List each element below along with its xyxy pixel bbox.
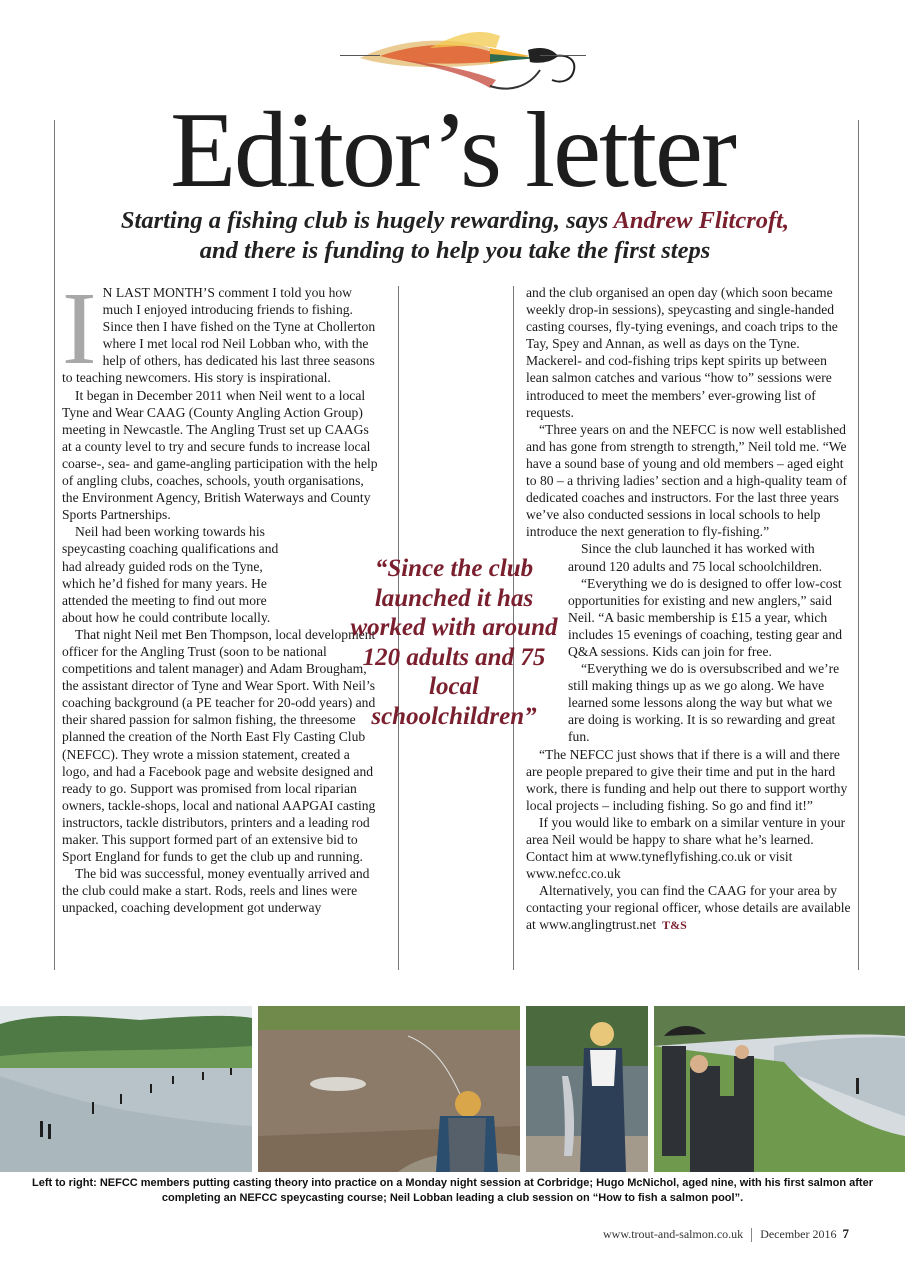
title-rule-left — [340, 55, 380, 56]
frame-rule-right — [858, 120, 859, 970]
paragraph: “Everything we do is designed to offer low-cost opportunities for existing and new anglers,” said Neil. “A basic membership is £15 a year, which includes 15 evenings of coaching, testing gear and Q&A sessions. Kids can join for free. — [568, 575, 843, 659]
standfirst-text: Starting a fishing club is hugely rewarding, says — [120, 207, 614, 234]
standfirst-author: Andrew Flitcroft, — [613, 207, 790, 234]
article-column-1 — [62, 271, 380, 916]
paragraph: That night Neil met Ben Thompson, local development officer for the Angling Trust (soon to be national competitions and talent manager) and Adam Brougham, the assistant director of Tyne and Wear Sport. With Neil’s coaching background (a PE teacher for 20-odd years) and their shared passion for salmon fishing, the threesome planned the creation of the North East Fly Casting Club (NEFCC). They wrote a mission statement, created a logo, and had a Facebook page and website designed and ready to go. Support was promised from local riparian owners, tackle-shops, local and national AAPGAI casting instructors, tackle distributors, printers and a leading rod maker. This support formed part of an extensive bid to Sport England for funds to get the club up and running. — [62, 626, 376, 865]
paragraph: “The NEFCC just shows that if there is a will and there are people prepared to give their time and put in the hard work, there is funding and help out there to support worthy local projects – including fishing. So go and find it!” — [526, 746, 848, 813]
photo-caption: Left to right: NEFCC members putting casting theory into practice on a Monday night session at Corbridge; Hugo McNichol, aged nine, with his first salmon after completing an NEFCC speycasting course; Neil Lobban leading a club session on “How to fish a salmon pool”. — [32, 1177, 873, 1204]
page-footer — [603, 1226, 849, 1242]
paragraph: “Three years on and the NEFCC is now well established and has gone from strength to strength,” Neil told me. “We have a sound base of young and old members – aged eight to 80 – a thriving ladies’ section and a high-quality team of dedicated coaches and instructors. For the last three years we’ve also conducted sessions in local schools to help introduce the next generation to fly-fishing.” — [526, 421, 848, 540]
standfirst — [60, 206, 850, 266]
paragraph: N LAST MONTH’S comment I told you how much I enjoyed introducing friends to fishing. Since then I have fished on the Tyne at Chollerton where I met local rod Neil Lobban who, with the help of others, has dedicated his last three seasons to teaching newcomers. His story is inspirational. — [62, 285, 376, 386]
paragraph — [526, 882, 852, 934]
end-mark: T&S — [662, 918, 687, 933]
paragraph: and the club organised an open day (which soon became weekly drop-in sessions), speycasting and single-handed casting courses, fly-tying evenings, and coach trips to the Tay, Spey and Annan, as well as days on the Tyne. Mackerel- and cod-fishing trips kept spirits up between lean salmon catches and various “how to” sessions were introduced to meet the members’ ever-growing list of requests. — [526, 285, 838, 420]
closing-paragraph-text: Alternatively, you can find the CAAG for your area by contacting your regional officer, whose details are available at www.anglingtrust.net — [526, 883, 851, 933]
photo-river-casting-corbridge — [0, 1006, 252, 1172]
photo-boy-casting — [258, 1006, 520, 1172]
photo-boy-with-salmon — [526, 1006, 648, 1172]
salmon-fly-illustration — [340, 18, 590, 98]
standfirst-text-2: and there is funding to help you take the first steps — [199, 237, 711, 264]
footer-url[interactable]: www.trout-and-salmon.co.uk — [602, 1227, 744, 1241]
article-column-2 — [526, 284, 852, 935]
paragraph: Neil had been working towards his speycasting coaching qualifications and had already guided rods on the Tyne, which he’d fished for many years. He attended the meeting to find out more about how he could contribute locally. — [62, 524, 279, 625]
paragraph: If you would like to embark on a similar venture in your area Neil would be happy to share what he’s learned. Contact him at www.tyneflyfishing.co.uk or visit www.nefcc.co.uk — [526, 814, 846, 882]
paragraph: Since the club launched it has worked with around 120 adults and 75 local schoolchildren. — [568, 541, 823, 574]
paragraph: “Everything we do is oversubscribed and we’re still making things up as we go along. We have learned some lessons along the way but what we are doing is working. It is so rewarding and great fun. — [568, 661, 840, 745]
photo-salmon-pool-session — [654, 1006, 905, 1172]
frame-rule-left — [54, 120, 55, 970]
footer-date: December 2016 — [760, 1227, 837, 1241]
paragraph: It began in December 2011 when Neil went to a local Tyne and Wear CAAG (County Angling Action Group) meeting in Newcastle. The Angling Trust set up CAAGs at a county level to try and secure funds to increase local coarse-, sea- and game-angling participation with the help of angling clubs, coaches, schools, youth organisations, the Environment Agency, British Waterways and County Sports Partnerships. — [62, 387, 378, 523]
photo-strip — [0, 1006, 905, 1172]
title-rule-right — [540, 55, 586, 56]
page-number: 7 — [842, 1226, 849, 1241]
page-title: Editor’s letter — [170, 91, 735, 210]
paragraph: The bid was successful, money eventually arrived and the club could make a start. Rods, reels and lines were unpacked, coaching development got underway — [62, 866, 370, 916]
footer-divider — [751, 1228, 752, 1242]
drop-cap: I — [62, 271, 97, 386]
pull-quote: “Since the club launched it has worked with around 120 adults and 75 local schoolchildren” — [350, 555, 558, 730]
